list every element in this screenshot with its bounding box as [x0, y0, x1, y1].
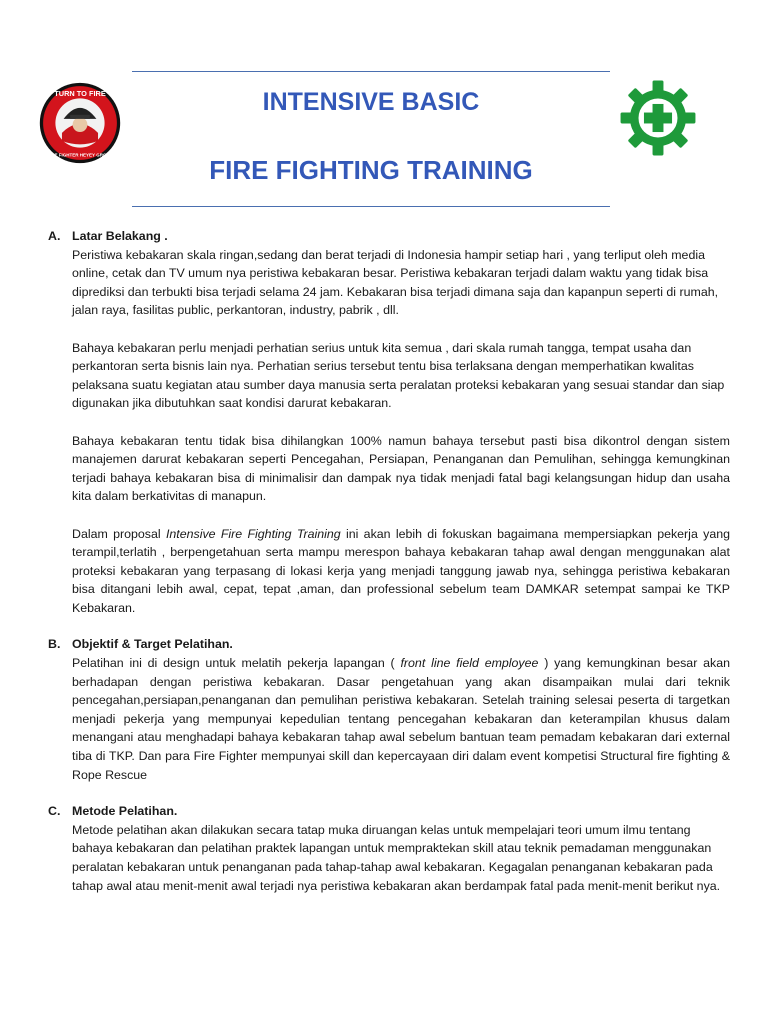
- header-top-rule: [132, 71, 610, 72]
- document-body: [48, 227, 730, 895]
- section-a: [48, 227, 730, 617]
- section-letter: C.: [48, 804, 61, 819]
- section-heading: Objektif & Target Pelatihan.: [72, 637, 233, 652]
- section-letter: A.: [48, 229, 61, 243]
- header-bottom-rule: [132, 206, 610, 207]
- paragraph: Dalam proposal Intensive Fire Fighting Training ini akan lebih di fokuskan bagaimana mempersiapkan pekerja yang terampil,terlatih , berpengetahuan serta mampu merespon bahaya kebakaran tahap awal dengan menggunakan alat proteksi kebakaran yang terpasang di lokasi kerja yang menjadi tanggung jawab nya, sehingga peristiwa kebakaran bisa ditangani lebih awal, cepat, tepat ,aman, dan professional sebelum team DAMKAR setempat sampai ke TKP Kebakaran.: [72, 526, 730, 615]
- safety-gear-cross-icon: [619, 79, 697, 157]
- section-heading: Latar Belakang .: [72, 229, 168, 243]
- section-letter: B.: [48, 637, 61, 652]
- section-heading: Metode Pelatihan.: [72, 804, 178, 819]
- seal-top-text: TURN TO FIRE: [54, 88, 106, 98]
- seal-bottom-text: FIRE FIGHTER HEYEY GROUP: [47, 152, 113, 158]
- firefighter-seal-icon: [39, 82, 121, 164]
- section-b: [48, 635, 730, 784]
- paragraph: Pelatihan ini di design untuk melatih pekerja lapangan ( front line field employee ) yang kemungkinan besar akan berhadapan dengan peristiwa kebakaran. Dasar pengetahuan yang akan disampaikan mulai dari teknik pencegahan,persiapan,penanganan dan pemulihan peristiwa kebakaran. Setelah training selesai peserta di targetkan menjadi pekerja yang mempunyai kepedulian tentang pencegahan kebakaran dan keterampilan khusus dalam menangani atau menghadapi bahaya kebakaran tahap awal sebelum bantuan team pemadam kebakaran dari external tiba di TKP. Dan para Fire Fighter mempunyai skill dan kepercayaan diri dalam event kompetisi Structural fire fighting & Rope Rescue: [72, 656, 730, 782]
- paragraph: Metode pelatihan akan dilakukan secara tatap muka diruangan kelas untuk mempelajari teori umum ilmu tentang bahaya kebakaran dan pelatihan praktek lapangan untuk mempraktekan skill atau teknik pemadaman menggunakan peralatan kebakaran untuk penanganan pada tahap-tahap awal kebakaran. Kegagalan penanganan kebakaran pada tahap awal atau menit-menit awal terjadi nya peristiwa kebakaran akan berdampak fatal pada menit-menit berikut nya.: [72, 822, 721, 893]
- title-line-2: FIRE FIGHTING TRAINING: [209, 155, 533, 185]
- paragraph: Bahaya kebakaran tentu tidak bisa dihilangkan 100% namun bahaya tersebut pasti bisa dikontrol dengan sistem manajemen darurat kebakaran seperti Pencegahan, Persiapan, Penanganan dan Pemulihan, sehingga kemungkinan terjadi bahaya kebakaran bisa di minimalisir dan dampak nya tidak menjadi fatal bagi kelangsungan hidup dan usaha kita dalam berkativitas di manapun.: [72, 433, 730, 504]
- paragraph: Peristiwa kebakaran skala ringan,sedang dan berat terjadi di Indonesia hampir setiap hari , yang terliput oleh media online, cetak dan TV umum nya peristiwa kebakaran besar. Peristiwa kebakaran terjadi dalam waktu yang tidak bisa diprediksi dan terbukti bisa terjadi selama 24 jam. Kebakaran bisa terjadi dimana saja dan kapanpun seperti di rumah, jalan raya, fasilitas public, perkantoran, industry, pabrik , dll.: [72, 247, 719, 318]
- title-line-1: INTENSIVE BASIC: [262, 88, 480, 116]
- section-c: [48, 802, 730, 895]
- paragraph: Bahaya kebakaran perlu menjadi perhatian serius untuk kita semua , dari skala rumah tangga, tempat usaha dan perkantoran serta bisnis lain nya. Perhatian serius tersebut tentu bisa terlaksana dengan memperhatikan kwalitas pelaksana suatu kegiatan atau sumber daya manusia serta peralatan proteksi kebakaran yang sesuai standar dan siap digunakan jika dibutuhkan saat kondisi darurat kebakaran.: [72, 340, 725, 411]
